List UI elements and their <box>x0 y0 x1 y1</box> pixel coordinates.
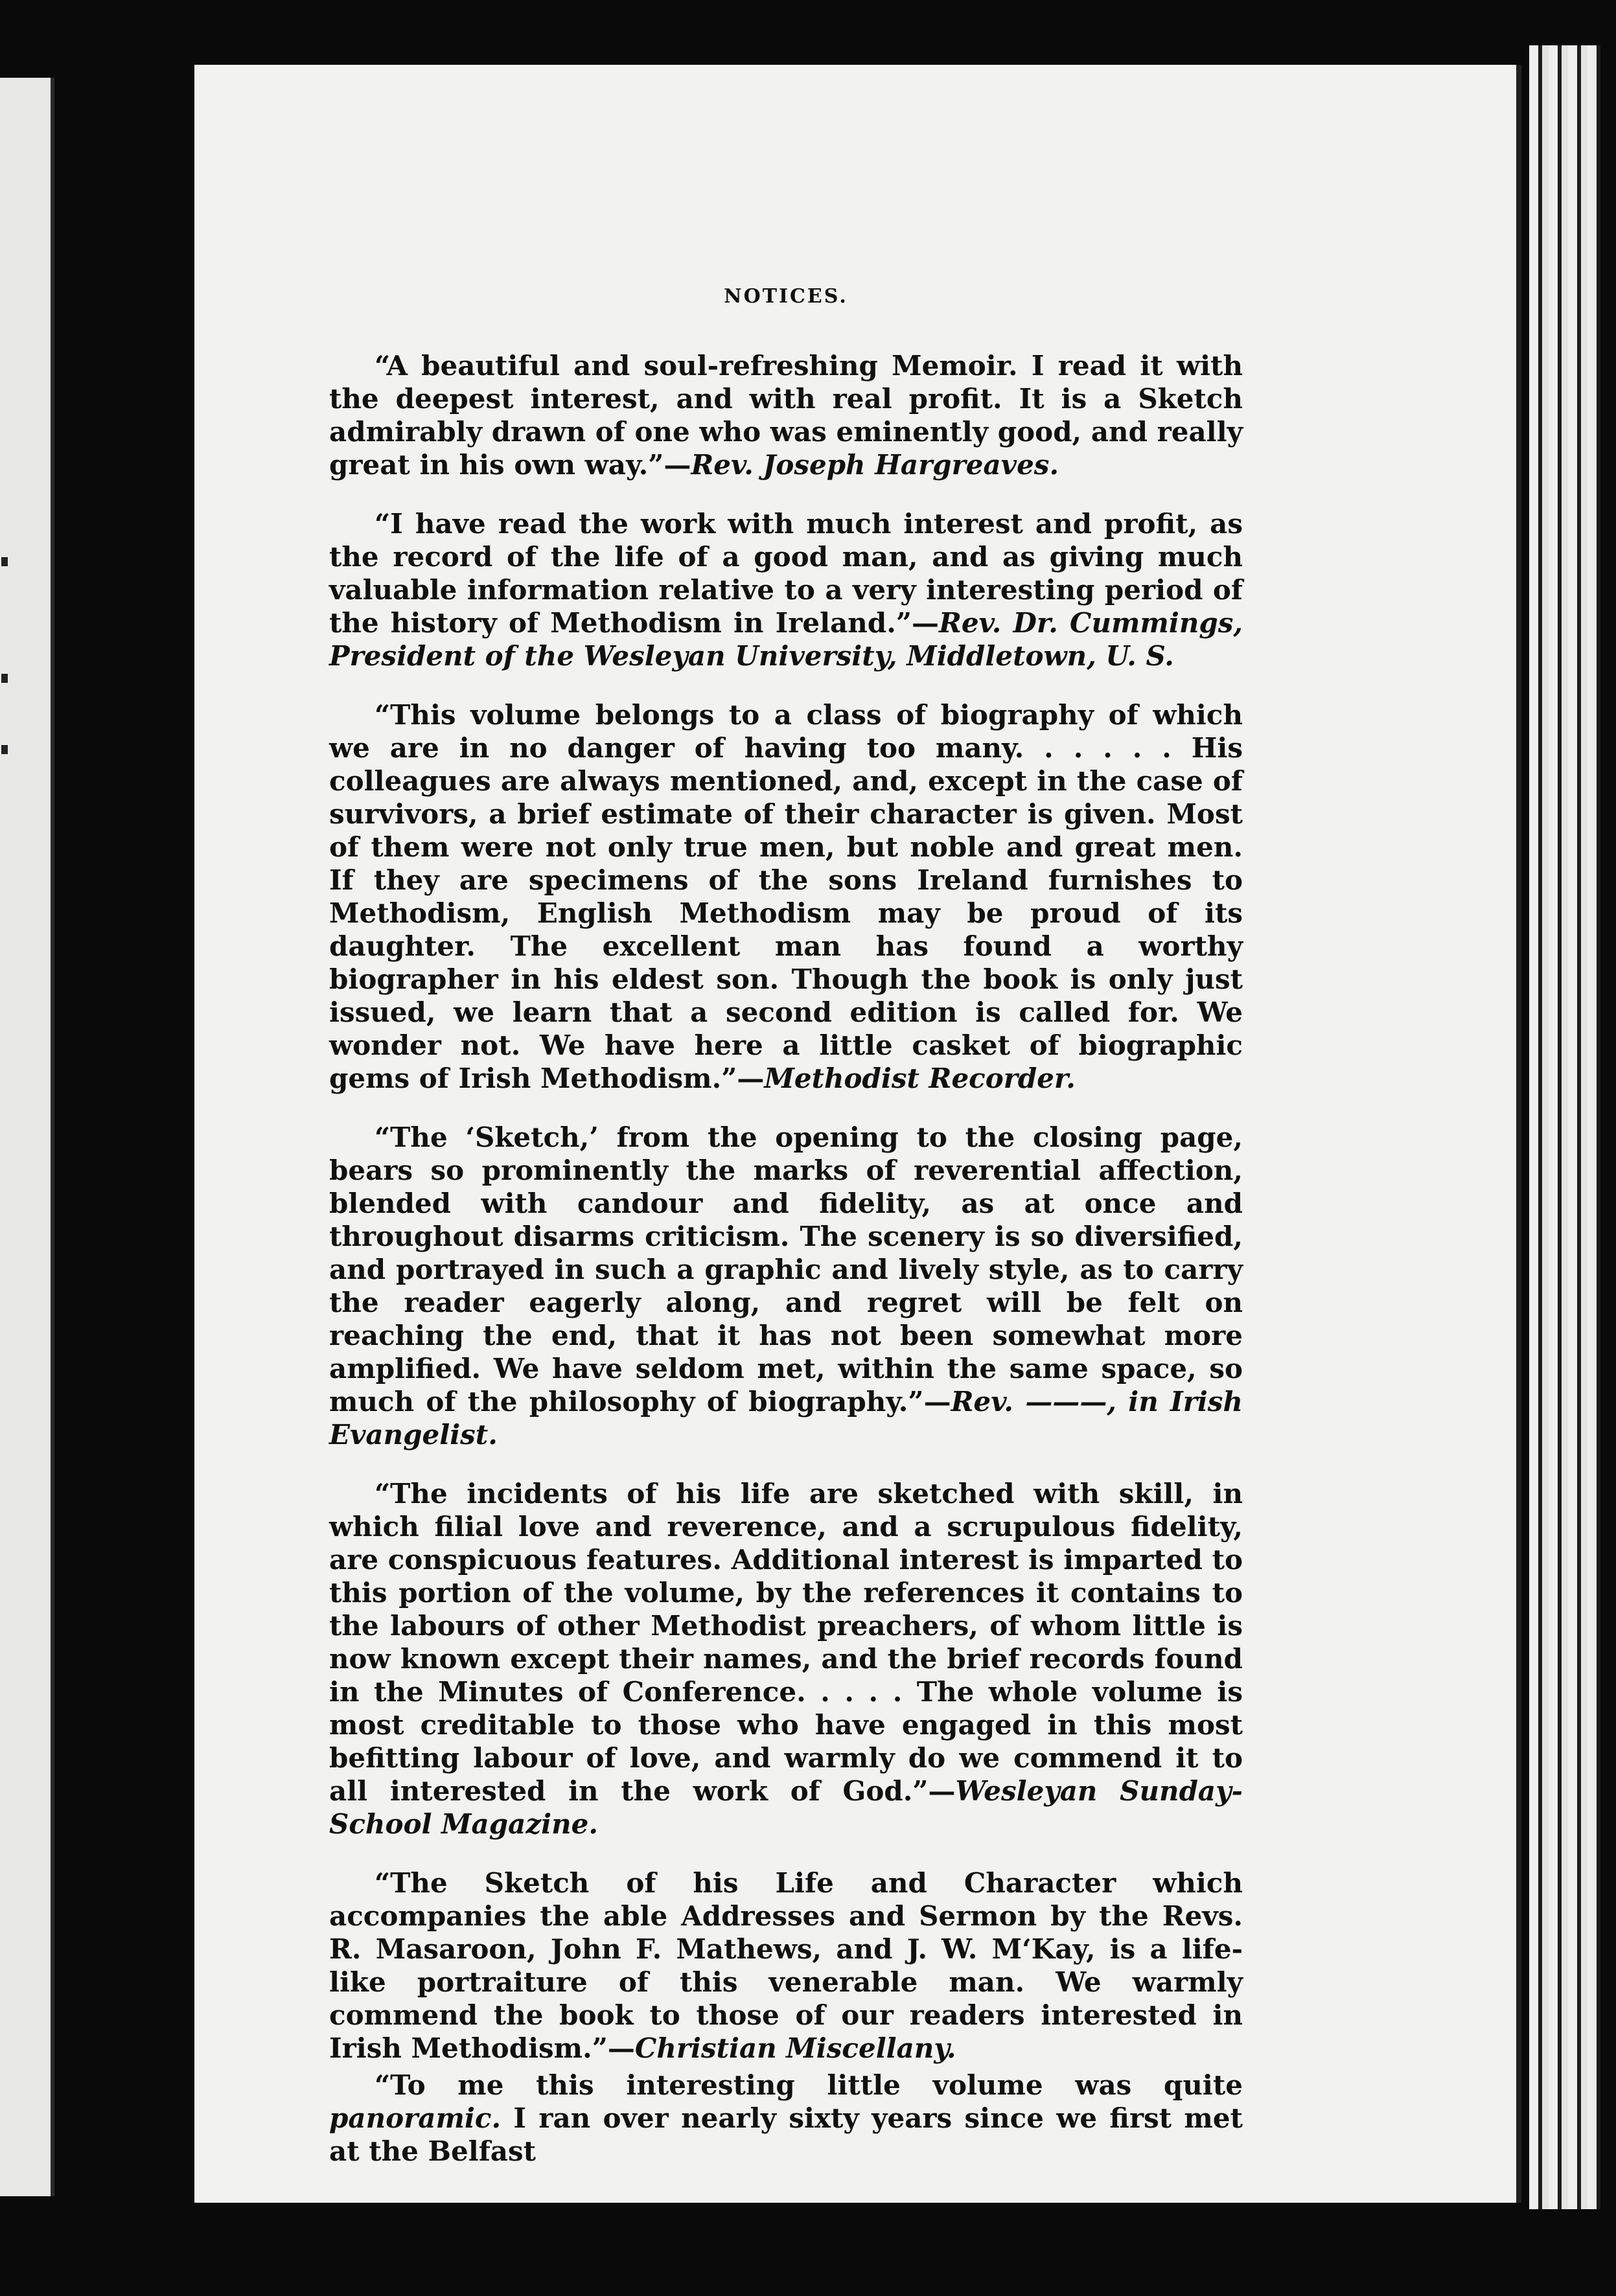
notice-text: “To me this interesting little volume was quite <box>375 2069 1243 2101</box>
notice-text: “I have read the work with much interest and profit, as the record of the life of a good man, and as giving much valuable information relative to a very interesting period of the history of Methodism in Ireland.”— <box>329 508 1243 639</box>
notice-text: “The Sketch of his Life and Character which accompanies the able Addresses and Sermon by the Revs. R. Masaroon, John F. Mathews, and J. W. M‘Kay, is a life-like portraiture of this venerable man. We warmly commend the book to those of our readers interested in Irish Methodism.”— <box>329 1867 1243 2064</box>
facing-page-edge <box>0 78 54 2196</box>
page-heading: NOTICES. <box>724 285 848 308</box>
notice-citation: Christian Miscellany. <box>634 2032 956 2064</box>
page-content <box>329 285 1243 2194</box>
notice-panoramic <box>329 2069 1243 2168</box>
notice-text-continued: I ran over nearly sixty years since we first met at the Belfast <box>329 2102 1243 2167</box>
notice-text: “This volume belongs to a class of biography of which we are in no danger of having too many. . . . . . His colleagues are always mentioned, and, except in the case of survivors, a brief estimate of their character is given. Most of them were not only true men, but noble and great men. If they are specimens of the sons Ireland furnishes to Methodism, English Methodism may be proud of its daughter. The excellent man has found a worthy biographer in his eldest son. Though the book is only just issued, we learn that a second edition is called for. We wonder not. We have here a little casket of biographic gems of Irish Methodism.”— <box>329 699 1243 1094</box>
notice-irish-evangelist <box>329 1121 1243 1451</box>
notice-sunday-school-magazine <box>329 1477 1243 1841</box>
notice-methodist-recorder <box>329 698 1243 1095</box>
notice-text: “The ‘Sketch,’ from the opening to the closing page, bears so prominently the marks of reverential affection, blended with candour and fidelity, as at once and throughout disarms criticism. The scenery is so diversified, and portrayed in such a graphic and lively style, as to carry the reader eagerly along, and regret will be felt on reaching the end, that it has not been somewhat more amplified. We have seldom met, within the same space, so much of the philosophy of biography.”— <box>329 1121 1243 1418</box>
notice-citation: Rev. Dr. Cummings, President of the Wesleyan University, Middletown, U. S. <box>329 607 1243 672</box>
page-stack-edge <box>1529 45 1600 2209</box>
notice-hargreaves <box>329 349 1243 481</box>
notice-text: “A beautiful and soul-refreshing Memoir. I read it with the deepest interest, and with real profit. It is a Sketch admirably drawn of one who was eminently good, and really great in his own way.”— <box>329 350 1243 481</box>
ink-mark <box>1 674 8 683</box>
notice-citation: Methodist Recorder. <box>764 1062 1076 1094</box>
ink-mark <box>1 557 8 566</box>
notice-christian-miscellany <box>329 1866 1243 2065</box>
notice-citation: Rev. Joseph Hargreaves. <box>691 449 1059 481</box>
notice-citation: Wesleyan Sunday-School Magazine. <box>329 1775 1243 1840</box>
notice-citation: Rev. ———, in Irish Evangelist. <box>329 1386 1243 1451</box>
notice-cummings <box>329 507 1243 672</box>
notice-emphasis: panoramic. <box>329 2102 502 2134</box>
notice-text: “The incidents of his life are sketched with skill, in which filial love and reverence, and a scrupulous fidelity, are conspicuous features. Additional interest is imparted to this portion of the volume, by the references it contains to the labours of other Methodist preachers, of whom little is now known except their names, and the brief records found in the Minutes of Conference. . . . . The whole volume is most creditable to those who have engaged in this most befitting labour of love, and warmly do we commend it to all interested in the work of God.”— <box>329 1478 1243 1807</box>
ink-mark <box>1 745 8 754</box>
